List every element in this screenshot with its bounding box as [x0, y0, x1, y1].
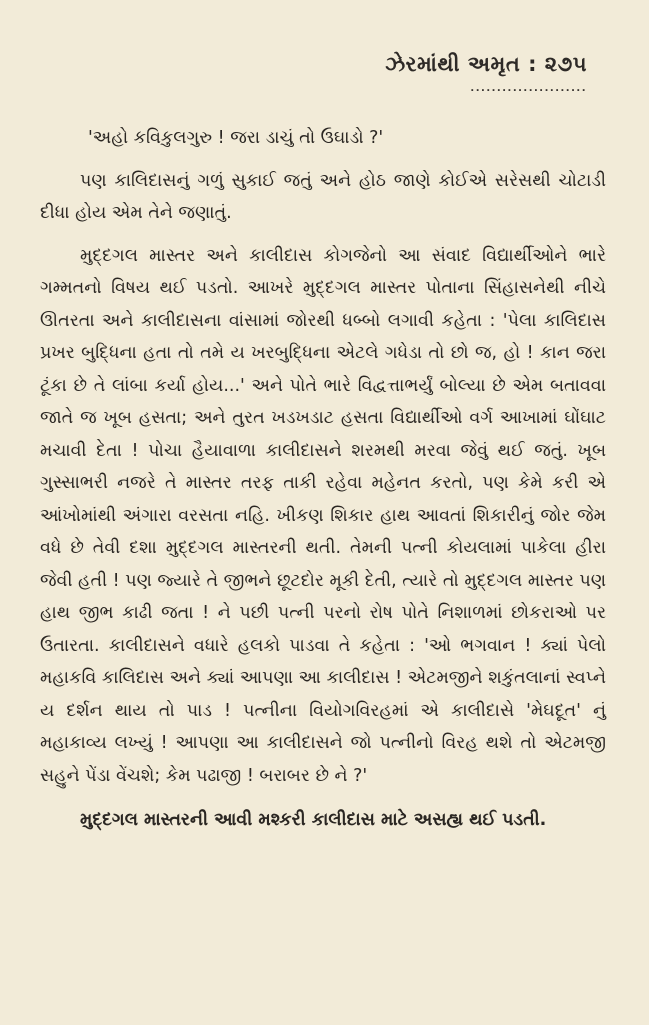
header-dotted-rule: ...................... — [470, 83, 587, 94]
paragraph-closing: મુદ્દગલ માસ્તરની આવી મશ્કરી કાલીદાસ માટે અસહ્ય થઈ પડતી. — [80, 810, 547, 830]
running-head — [385, 52, 587, 94]
paragraph: મુદ્દગલ માસ્તર અને કાલીદાસ કોગજેનો આ સંવાદ વિદ્યાર્થીઓને ભારે ગમ્મતનો વિષય થઈ પડતો. આખરે મુદ્દગલ માસ્તર પોતાના સિંહાસનેથી નીચે ઊતરતા અને કાલીદાસના વાંસામાં જોરથી ધબ્બો લગાવી કહેતા : 'પેલા કાલિદાસ પ્રખર બુદ્ધિના હતા તો તમે ય ખરબુદ્ધિના એટલે ગધેડા તો છો જ, હો ! કાન જરા ટૂંકા છે તે લાંબા કર્યા હોય...' અને પોતે ભારે વિદ્વત્તાભર્યું બોલ્યા છે એમ બતાવવા જાતે જ ખૂબ હસતા; અને તુરત ખડખડાટ હસતા વિદ્યાર્થીઓ વર્ગ આખામાં ઘોંઘાટ મચાવી દેતા ! પોચા હૈયાવાળા કાલીદાસને શરમથી મરવા જેવું થઈ જતું. ખૂબ ગુસ્સાભરી નજરે તે માસ્તર તરફ તાકી રહેવા મહેનત કરતો, પણ કેમે કરી એ આંખોમાંથી અંગારા વરસતા નહિ. ખીકણ શિકાર હાથ આવતાં શિકારીનું જોર જેમ વધે છે તેવી દશા મુદ્દગલ માસ્તરની થતી. તેમની પત્ની કોયલામાં પાકેલા હીરા જેવી હતી ! પણ જ્યારે તે જીભને છૂટદોર મૂકી દેતી, ત્યારે તો મુદ્દગલ માસ્તર પણ હાથ જીભ કાઢી જતા ! ને પછી પત્ની પરનો રોષ પોતે નિશાળમાં છોકરાઓ પર ઉતારતા. કાલીદાસને વધારે હલકો પાડવા તે કહેતા : 'ઓ ભગવાન ! ક્યાં પેલો મહાકવિ કાલિદાસ અને ક્યાં આપણા આ કાલીદાસ ! એટમજીને શકુંતલાનાં સ્વપ્ને ય દર્શન થાય તો પાડ ! પત્નીના વિયોગવિરહમાં એ કાલીદાસે 'મેઘદૂત' નું મહાકાવ્ય લખ્યું ! આપણા આ કાલીદાસને જો પત્નીનો વિરહ થશે તો એટમજી સહુને પેંડા વેંચશે; કેમ પઢાજી ! બરાબર છે ને ?' — [40, 245, 606, 786]
body-text — [40, 122, 606, 837]
paragraph: પણ કાલિદાસનું ગળું સુકાઈ જતું અને હોઠ જાણે કોઈએ સરેસથી ચોટાડી દીધા હોય એમ તેને જણાતું. — [40, 170, 606, 223]
running-title: ઝેરમાંથી અમૃત : ૨૭૫ — [385, 52, 587, 76]
paragraph-quote: 'અહો કવિકુલગુરુ ! જરા ડાચું તો ઉઘાડો ?' — [88, 128, 384, 148]
